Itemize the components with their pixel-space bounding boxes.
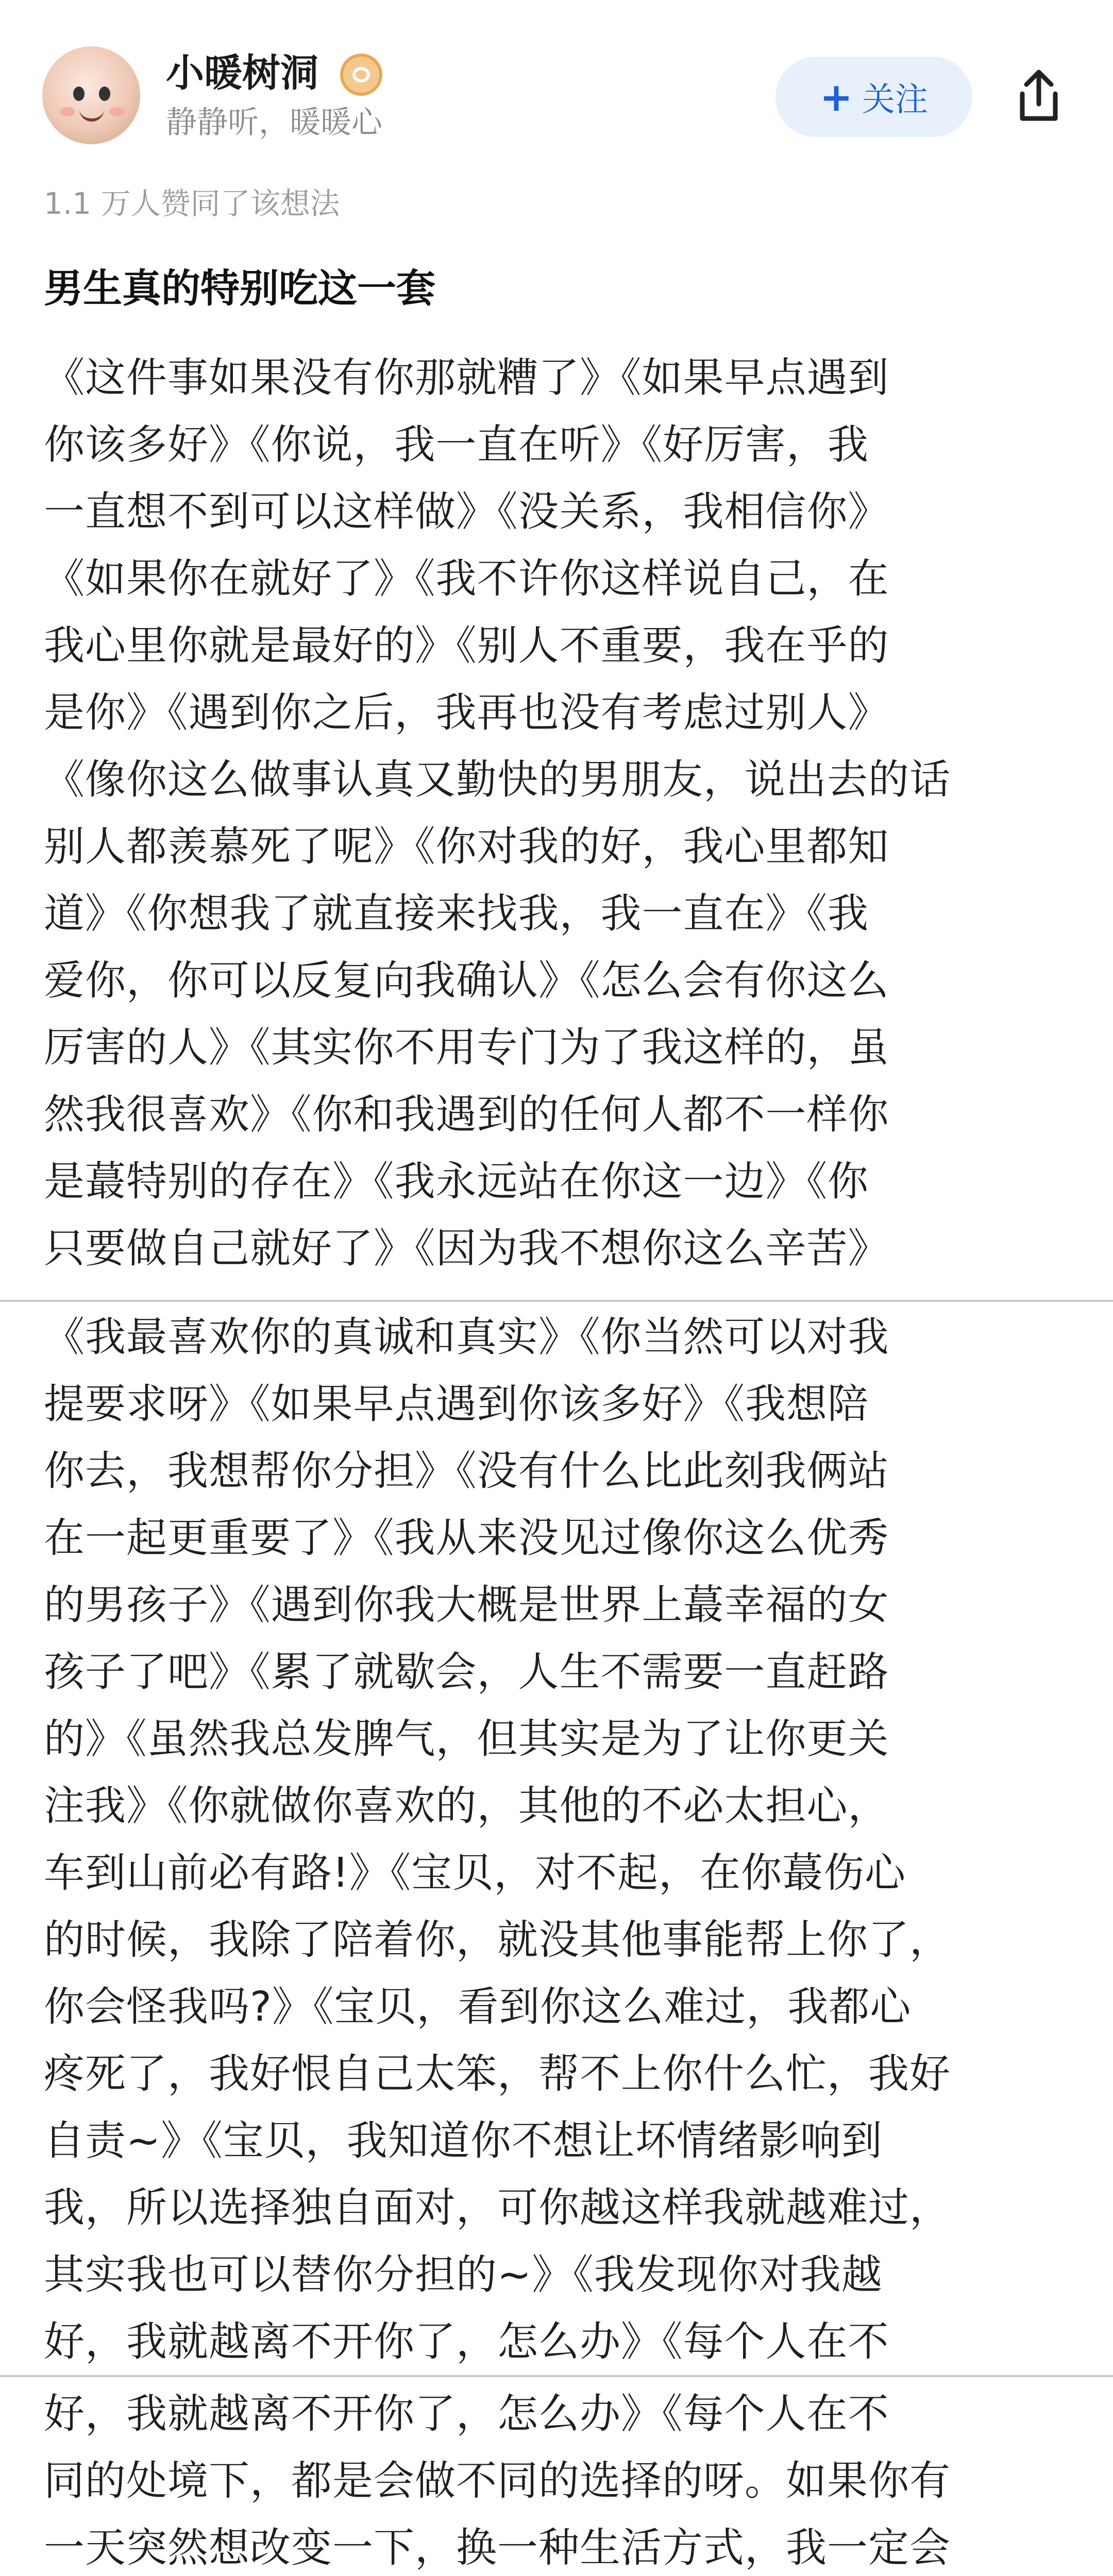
author-name[interactable]: 小暖树洞 [166, 51, 318, 95]
follow-label: 关注 [862, 81, 928, 119]
likes-count: 1.1 万人赞同了该想法 [44, 186, 340, 221]
post-header [0, 0, 1113, 175]
avatar-blush-right [109, 107, 125, 116]
share-icon[interactable] [1008, 65, 1070, 127]
post-body-part-2: 《我最喜欢你的真诚和真实》《你当然可以对我 提要求呀》《如果早点遇到你该多好》《我想陪 你去，我想帮你分担》《没有什么比此刻我俩站 在一起更重要了》《我从来没见过像你这么优秀 的男孩子》《遇到你我大概是世界上蕞幸福的女 孩子了吧》《累了就歇会，人生不需要一直赶路 的》《虽然我总发脾气，但其实是为了让你更关 注我》《你就做你喜欢的，其他的不必太担心， 车到山前必有路!》《宝贝，对不起，在你蕞伤心 的时候，我除了陪着你，就没其他事能帮上你了， 你会怪我吗?》《宝贝，看到你这么难过，我都心 疼死了，我好恨自己太笨，帮不上你什么忙，我好 自责~》《宝贝，我知道你不想让坏情绪影响到 我，所以选择独自面对，可你越这样我就越难过， 其实我也可以替你分担的~》《我发现你对我越 好，我就越离不开你了，怎么办》《每个人在不 [44, 1313, 951, 2365]
avatar[interactable] [42, 46, 140, 144]
screenshot-divider [0, 1300, 1113, 1302]
avatar-mouth [79, 107, 104, 122]
follow-button[interactable] [775, 57, 972, 137]
post-title: 男生真的特别吃这一套 [44, 265, 435, 311]
avatar-eye-right [99, 87, 110, 101]
post-body-part-1: 《这件事如果没有你那就糟了》《如果早点遇到 你该多好》《你说，我一直在听》《好厉害，我 一直想不到可以这样做》《没关系，我相信你》 《如果你在就好了》《我不许你这样说自己，在 我心里你就是最好的》《别人不重要，我在乎的 是你》《遇到你之后，我再也没有考虑过别人》 《像你这么做事认真又勤快的男朋友，说出去的话 别人都羡慕死了呢》《你对我的好，我心里都知 道》《你想我了就直接来找我，我一直在》《我 爱你，你可以反复向我确认》《怎么会有你这么 厉害的人》《其实你不用专门为了我这样的，虽 然我很喜欢》《你和我遇到的任何人都不一样你 是蕞特别的存在》《我永远站在你这一边》《你 只要做自己就好了》《因为我不想你这么辛苦》 [44, 354, 951, 1272]
avatar-eye-left [73, 87, 85, 101]
plus-icon: + [820, 74, 853, 120]
author-signature: 静静听，暖暖心 [166, 105, 382, 141]
screenshot-divider [0, 2375, 1113, 2377]
verified-badge-icon [340, 54, 382, 96]
post-body-part-3: 好，我就越离不开你了，怎么办》《每个人在不 同的处境下，都是会做不同的选择的呀。如果你有 一天突然想改变一下，换一种生活方式，我一定会 [44, 2390, 951, 2571]
avatar-blush-left [60, 107, 75, 116]
